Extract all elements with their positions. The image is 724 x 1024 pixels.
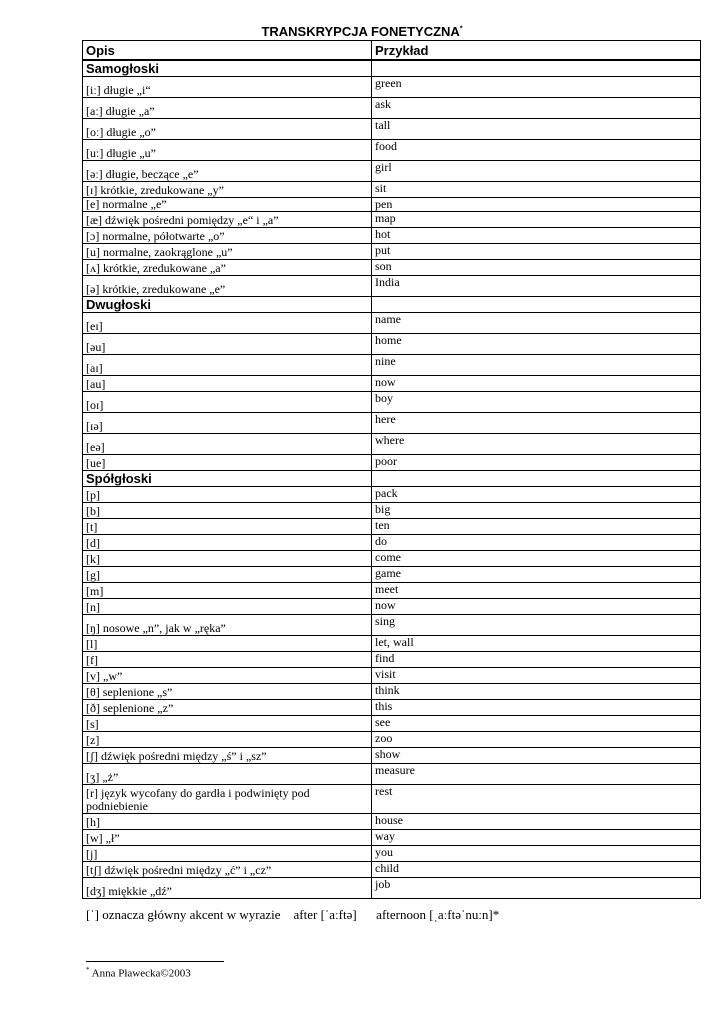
sound-description: [tʃ] dźwięk pośredni między „ć” i „cz” <box>83 862 372 878</box>
example-word: show <box>372 748 701 764</box>
table-row <box>83 551 701 567</box>
footnote-text: Anna Pławecka©2003 <box>89 967 191 980</box>
section-header-row <box>83 60 701 77</box>
example-word: food <box>372 140 701 161</box>
table-row <box>83 313 701 334</box>
example-word: ask <box>372 98 701 119</box>
sound-description: [s] <box>83 716 372 732</box>
table-row <box>83 615 701 636</box>
table-row <box>83 334 701 355</box>
table-row <box>83 182 701 198</box>
section-title: Dwugłoski <box>83 297 372 313</box>
example-word: come <box>372 551 701 567</box>
sound-description: [j] <box>83 846 372 862</box>
example-word: home <box>372 334 701 355</box>
table-row <box>83 668 701 684</box>
sound-description: [ɪə] <box>83 413 372 434</box>
sound-description: [ʌ] krótkie, zredukowane „a” <box>83 260 372 276</box>
header-description: Opis <box>83 41 372 61</box>
title-footnote-marker: * <box>459 25 463 33</box>
sound-description: [ɔ] normalne, półotwarte „o” <box>83 228 372 244</box>
example-word: poor <box>372 455 701 471</box>
example-word: here <box>372 413 701 434</box>
table-row <box>83 830 701 846</box>
sound-description: [r] język wycofany do gardła i podwinięty pod podniebienie <box>83 785 372 814</box>
table-row <box>83 636 701 652</box>
section-empty-cell <box>372 60 701 77</box>
sound-description: [u] normalne, zaokrąglone „u” <box>83 244 372 260</box>
sound-description: [ue] <box>83 455 372 471</box>
example-word: see <box>372 716 701 732</box>
table-row <box>83 535 701 551</box>
table-row <box>83 846 701 862</box>
sound-description: [ʃ] dźwięk pośredni między „ś” i „sz” <box>83 748 372 764</box>
example-word: now <box>372 599 701 615</box>
footnote-divider <box>86 961 224 962</box>
section-empty-cell <box>372 471 701 487</box>
example-word: where <box>372 434 701 455</box>
page-title: TRANSKRYPCJA FONETYCZNA* <box>261 24 463 39</box>
example-word: job <box>372 878 701 899</box>
section-header-row <box>83 297 701 313</box>
sound-description: [f] <box>83 652 372 668</box>
sound-description: [e] normalne „e” <box>83 198 372 212</box>
sound-description: [æ] dźwięk pośredni pomiędzy „e“ i „a” <box>83 212 372 228</box>
table-row <box>83 716 701 732</box>
sound-description: [ð] seplenione „z” <box>83 700 372 716</box>
example-word: visit <box>372 668 701 684</box>
example-word: sit <box>372 182 701 198</box>
example-word: measure <box>372 764 701 785</box>
transcription-table <box>82 40 701 899</box>
example-word: this <box>372 700 701 716</box>
example-word: boy <box>372 392 701 413</box>
sound-description: [uː] długie „u” <box>83 140 372 161</box>
table-row <box>83 228 701 244</box>
sound-description: [θ] seplenione „s” <box>83 684 372 700</box>
table-row <box>83 434 701 455</box>
sound-description: [ŋ] nosowe „n”, jak w „ręka” <box>83 615 372 636</box>
table-row <box>83 652 701 668</box>
example-word: sing <box>372 615 701 636</box>
table-row <box>83 732 701 748</box>
example-word: green <box>372 77 701 98</box>
sound-description: [v] „w” <box>83 668 372 684</box>
sound-description: [eɪ] <box>83 313 372 334</box>
example-word: put <box>372 244 701 260</box>
table-row <box>83 487 701 503</box>
table-row <box>83 700 701 716</box>
table-row <box>83 878 701 899</box>
table-row <box>83 198 701 212</box>
example-word: hot <box>372 228 701 244</box>
stress-note: [ˈ] oznacza główny akcent w wyrazie after [ˈaːftə] afternoon [ˌaːftəˈnuːn]* <box>86 907 500 922</box>
footnote-marker: * <box>86 966 90 974</box>
table-row <box>83 583 701 599</box>
sound-description: [b] <box>83 503 372 519</box>
table-row <box>83 212 701 228</box>
sound-description: [au] <box>83 376 372 392</box>
table-row <box>83 276 701 297</box>
sound-description: [iː] długie „i“ <box>83 77 372 98</box>
example-word: pack <box>372 487 701 503</box>
example-word: pen <box>372 198 701 212</box>
example-word: way <box>372 830 701 846</box>
sound-description: [aː] długie „a” <box>83 98 372 119</box>
table-row <box>83 599 701 615</box>
table-row <box>83 376 701 392</box>
example-word: name <box>372 313 701 334</box>
table-row <box>83 785 701 814</box>
footnote <box>86 966 191 980</box>
sound-description: [p] <box>83 487 372 503</box>
table-row <box>83 77 701 98</box>
sound-description: [g] <box>83 567 372 583</box>
sound-description: [z] <box>83 732 372 748</box>
table-row <box>83 140 701 161</box>
table-row <box>83 862 701 878</box>
example-word: big <box>372 503 701 519</box>
example-word: India <box>372 276 701 297</box>
sound-description: [əu] <box>83 334 372 355</box>
header-example: Przykład <box>372 41 701 61</box>
table-header-row <box>83 41 701 61</box>
sound-description: [w] „ł” <box>83 830 372 846</box>
sound-description: [m] <box>83 583 372 599</box>
table-row <box>83 413 701 434</box>
sound-description: [h] <box>83 814 372 830</box>
table-row <box>83 98 701 119</box>
example-word: map <box>372 212 701 228</box>
sound-description: [eə] <box>83 434 372 455</box>
sound-description: [oɪ] <box>83 392 372 413</box>
example-word: nine <box>372 355 701 376</box>
sound-description: [n] <box>83 599 372 615</box>
table-row <box>83 161 701 182</box>
table-row <box>83 260 701 276</box>
section-empty-cell <box>372 297 701 313</box>
example-word: son <box>372 260 701 276</box>
table-row <box>83 764 701 785</box>
sound-description: [ʒ] „ż” <box>83 764 372 785</box>
sound-description: [k] <box>83 551 372 567</box>
table-row <box>83 455 701 471</box>
sound-description: [əː] długie, beczące „e” <box>83 161 372 182</box>
section-title: Samogłoski <box>83 60 372 77</box>
example-word: tall <box>372 119 701 140</box>
example-word: child <box>372 862 701 878</box>
table-row <box>83 392 701 413</box>
table-row <box>83 814 701 830</box>
example-word: game <box>372 567 701 583</box>
table-row <box>83 355 701 376</box>
sound-description: [ə] krótkie, zredukowane „e” <box>83 276 372 297</box>
sound-description: [dʒ] miękkie „dź” <box>83 878 372 899</box>
example-word: you <box>372 846 701 862</box>
sound-description: [t] <box>83 519 372 535</box>
example-word: zoo <box>372 732 701 748</box>
example-word: let, wall <box>372 636 701 652</box>
example-word: do <box>372 535 701 551</box>
section-header-row <box>83 471 701 487</box>
table-row <box>83 503 701 519</box>
example-word: house <box>372 814 701 830</box>
table-row <box>83 519 701 535</box>
example-word: rest <box>372 785 701 814</box>
table-row <box>83 567 701 583</box>
sound-description: [ɪ] krótkie, zredukowane „y” <box>83 182 372 198</box>
example-word: ten <box>372 519 701 535</box>
table-row <box>83 748 701 764</box>
table-row <box>83 119 701 140</box>
table-row <box>83 684 701 700</box>
sound-description: [aɪ] <box>83 355 372 376</box>
example-word: girl <box>372 161 701 182</box>
example-word: think <box>372 684 701 700</box>
example-word: meet <box>372 583 701 599</box>
sound-description: [oː] długie „o” <box>83 119 372 140</box>
sound-description: [l] <box>83 636 372 652</box>
sound-description: [d] <box>83 535 372 551</box>
section-title: Spółgłoski <box>83 471 372 487</box>
example-word: now <box>372 376 701 392</box>
example-word: find <box>372 652 701 668</box>
table-row <box>83 244 701 260</box>
